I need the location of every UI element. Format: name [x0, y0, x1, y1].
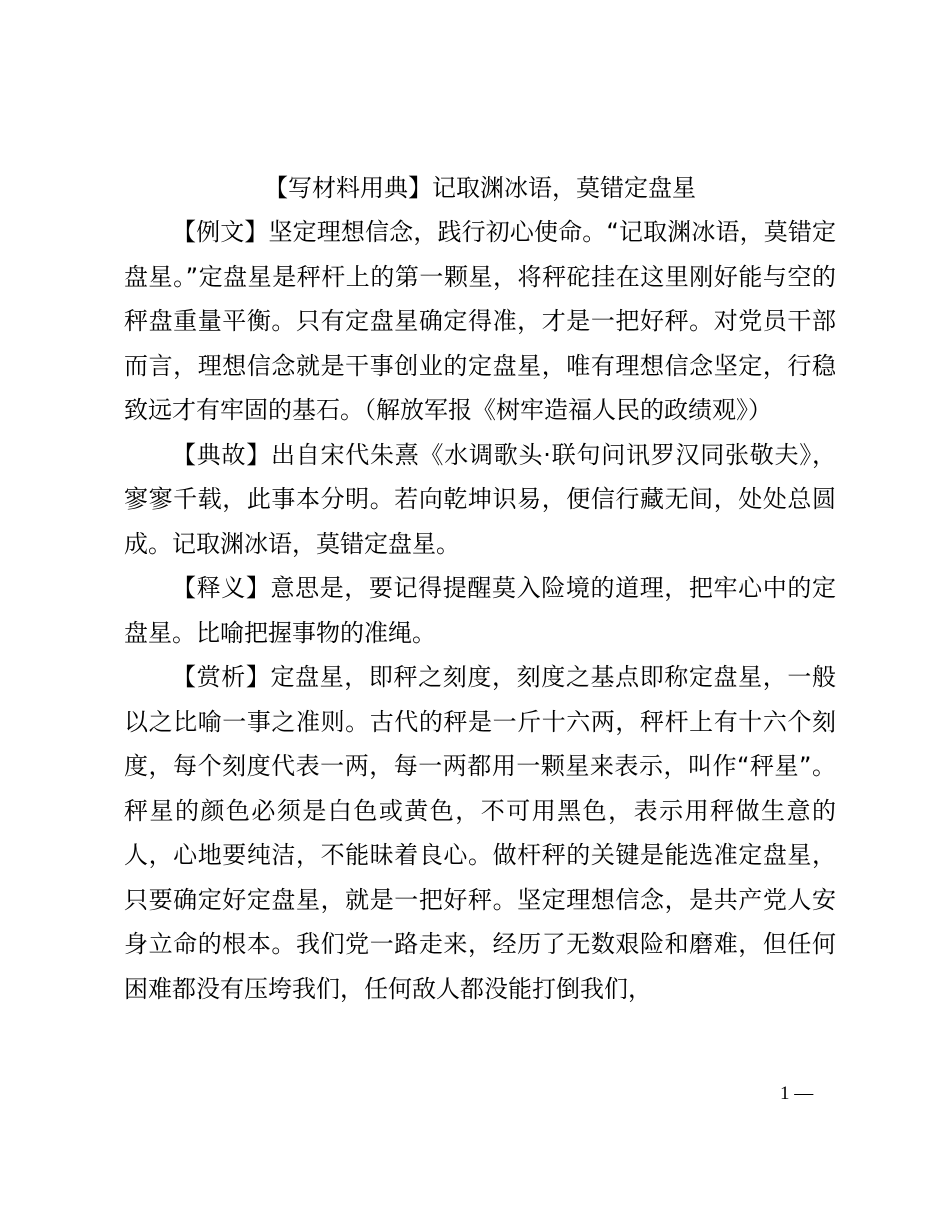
paragraph-meaning: 【释义】意思是，要记得提醒莫入险境的道理，把牢心中的定盘星。比喻把握事物的准绳。: [124, 574, 836, 647]
paragraph-allusion: 【典故】出自宋代朱熹《水调歌头·联句问讯罗汉同张敬夫》，寥寥千载，此事本分明。若向乾坤识易，便信行藏无间，处处总圆成。记取渊冰语，莫错定盘星。: [124, 440, 836, 558]
document-title: 【写材料用典】记取渊冰语，莫错定盘星: [264, 174, 696, 202]
page-number: 1 —: [780, 1083, 814, 1104]
paragraph-appreciation: 【赏析】定盘星，即秤之刻度，刻度之基点即称定盘星，一般以之比喻一事之准则。古代的秤是一斤十六两，秤杆上有十六个刻度，每个刻度代表一两，每一两都用一颗星来表示，叫作“秤星”。秤星的颜色必须是白色或黄色，不可用黑色，表示用秤做生意的人，心地要纯洁，不能昧着良心。做杆秤的关键是能选准定盘星，只要确定好定盘星，就是一把好秤。坚定理想信念，是共产党人安身立命的根本。我们党一路走来，经历了无数艰险和磨难，但任何困难都没有压垮我们，任何敌人都没能打倒我们，: [124, 663, 836, 1003]
document-body: [124, 166, 836, 1011]
paragraph-example: 【例文】坚定理想信念，践行初心使命。“记取渊冰语，莫错定盘星。”定盘星是秤杆上的第一颗星，将秤砣挂在这里刚好能与空的秤盘重量平衡。只有定盘星确定得准，才是一把好秤。对党员干部而言，理想信念就是干事创业的定盘星，唯有理想信念坚定，行稳致远才有牢固的基石。（解放军报《树牢造福人民的政绩观》）: [124, 218, 836, 424]
